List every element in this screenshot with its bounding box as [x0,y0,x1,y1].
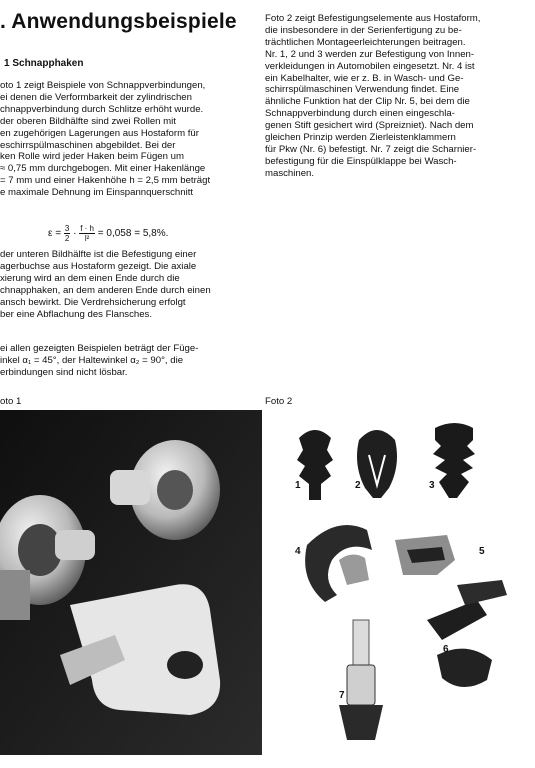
text-line: Nr. 1, 2 und 3 werden zur Befestigung von Innen- [265,48,475,60]
text-line: Foto 2 zeigt Befestigungselemente aus Hostaform, [265,13,481,24]
text-line: trächtlichen Montageerleichterungen beitragen. [265,36,466,48]
photo-number-label: 7 [339,690,345,701]
text-line: chnappverbindung durch Schlitze erhöht wurde. [0,103,204,115]
photo-number-label: 4 [295,546,301,557]
subsection-heading: 1 Schnapphaken [4,58,84,69]
text-line: ein Kabelhalter, wie er z. B. in Wasch- und Ge- [265,72,464,84]
text-line: ken Rolle wird jeder Haken beim Fügen um [0,151,184,163]
photo-1-snap-connections [0,410,262,755]
photo-number-label: 6 [443,644,449,655]
text-line: genen Stift gesichert wird (Spreizniet). Nach dem [265,120,474,132]
photo2-caption: Foto 2 [265,396,293,407]
text-line: Schnappverbindung durch einen eingeschla- [265,108,455,120]
fraction-three-halves [64,224,70,243]
text-line: oto 1 zeigt Beispiele von Schnappverbindungen, [0,80,206,91]
photo1-caption: oto 1 [0,396,22,407]
text-line: für Pkw (Nr. 6) befestigt. Nr. 7 zeigt die Scharnier- [265,143,477,155]
text-line: ansch bewirkt. Die Verdrehsicherung erfolgt [0,296,186,308]
text-line: befestigung für die Einspülklappe bei Wasch- [265,155,457,167]
photo-number-label: 3 [429,480,435,491]
text-line: gleichen Prinzip werden Zierleistenklammern [265,132,456,144]
section-heading: . Anwendungsbeispiele [0,10,237,33]
text-line: = 7 mm und einer Hakenhöhe h = 2,5 mm beträgt [0,175,211,187]
text-line: schirrspülmaschinen Verwendung findet. Eine [265,84,460,96]
text-line: maschinen. [265,167,315,179]
paragraph-angles [0,343,262,379]
text-line: e maximale Dehnung im Einspannquerschnitt [0,187,194,199]
fraction-denominator: 2 [64,234,70,243]
text-line: en zugehörigen Lagerungen aus Hostaform für [0,127,199,139]
text-line: verkleidungen in Automobilen eingesetzt. Nr. 4 ist [265,60,475,72]
formula-rhs: = 0,058 = 5,8%. [97,228,169,240]
fraction-numerator: f · h [80,224,94,233]
paragraph-bearing-bush [0,249,262,320]
fraction-denominator: l² [84,234,90,243]
fraction-fh-over-l2 [79,224,95,243]
text-line: inkel α₁ = 45°, der Haltewinkel α₂ = 90°, die [0,354,184,366]
paragraph-fasteners [265,13,533,180]
text-line: ähnliche Funktion hat der Clip Nr. 5, bei dem die [265,96,470,108]
text-line: ei allen gezeigten Beispielen beträgt der Füge- [0,343,199,354]
formula-lhs: ε = [48,228,62,240]
text-line: ei denen die Verformbarkeit der zylindrischen [0,91,192,103]
text-line: agerbuchse aus Hostaform gezeigt. Die axiale [0,260,197,272]
text-line: ber eine Abflachung des Flansches. [0,308,153,320]
text-line: der unteren Bildhälfte ist die Befestigung einer [0,249,197,260]
text-line: ≈ 0,75 mm durchgebogen. Mit einer Hakenlänge [0,163,206,175]
text-line: eschirrspülmaschinen abgebildet. Bei der [0,139,176,151]
photo-2-fastening-elements [277,410,535,755]
strain-formula: ε = $\frac{3}{2}$ · $\frac{f \cdot h}{\text{l²}}$ = 0,058 = 5,8%. [48,224,169,243]
photo-number-label: 2 [355,480,361,491]
photo-number-label: 1 [295,480,301,491]
text-line: chnapphaken, an dem anderen Ende durch einen [0,284,211,296]
photo-number-label: 5 [479,546,485,557]
text-line: der oberen Bildhälfte sind zwei Rollen mit [0,115,176,127]
fraction-numerator: 3 [64,224,70,233]
text-line: die insbesondere in der Serienfertigung zu be- [265,24,462,36]
text-line: xierung wird an dem einen Ende durch die [0,272,180,284]
paragraph-snap-intro [0,80,262,199]
text-line: erbindungen sind nicht lösbar. [0,366,128,378]
